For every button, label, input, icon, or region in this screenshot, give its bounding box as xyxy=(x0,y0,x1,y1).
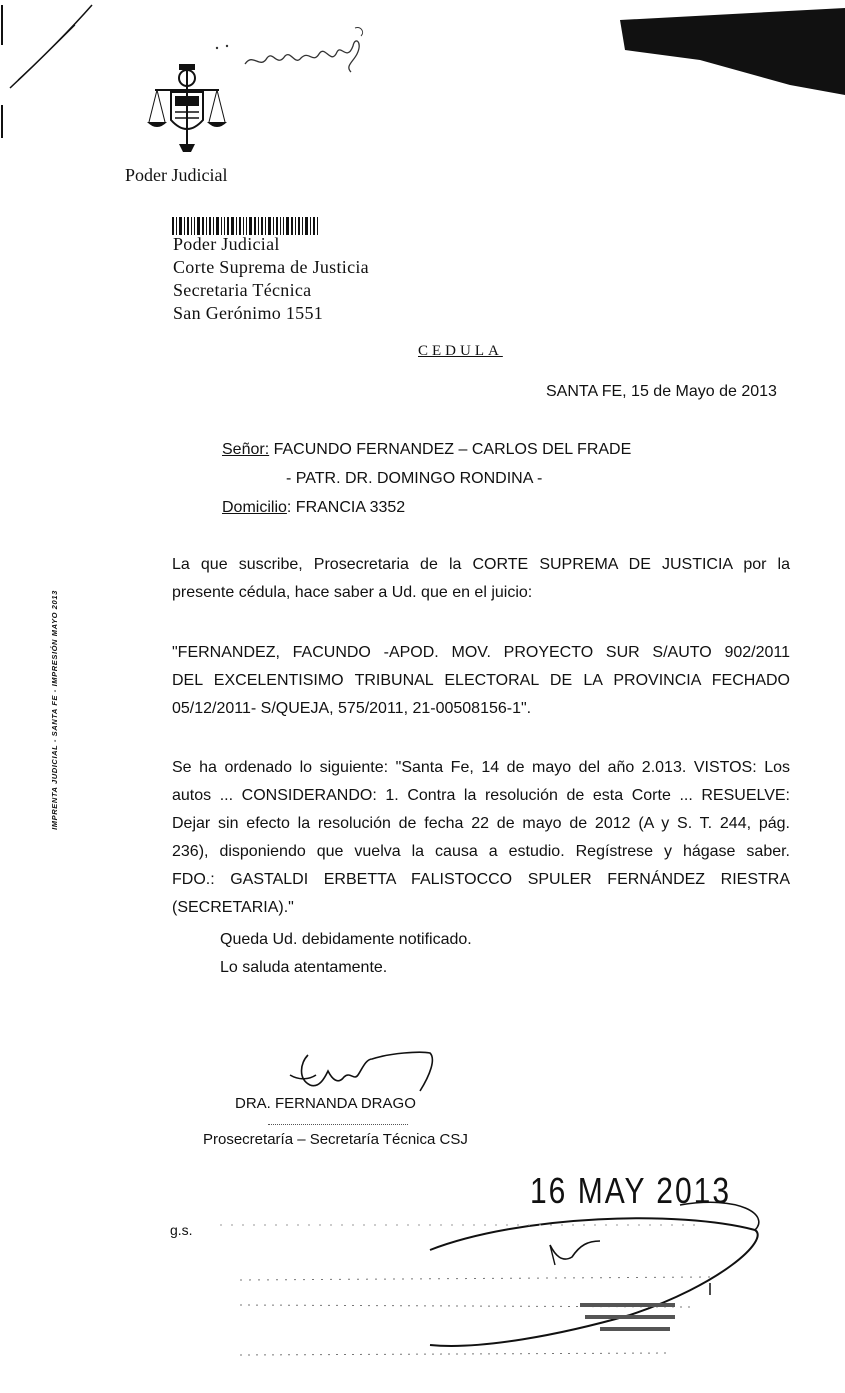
order-line-3: Dejar sin efecto la resolución de fecha 22 de mayo de 2012 (A y S. T. 244, pág. xyxy=(172,815,790,832)
typist-initials: g.s. xyxy=(170,1222,193,1238)
order-line-4: 236), disponiendo que vuelva la causa a estudio. Regístrese y hágase saber. xyxy=(172,843,790,860)
recipient-address-line xyxy=(222,499,405,517)
received-stamp-date: 16 MAY 2013 xyxy=(530,1172,732,1212)
barcode xyxy=(172,217,350,235)
letterhead-institution: Poder Judicial xyxy=(125,165,228,185)
closing-block xyxy=(220,926,472,982)
recipient-line xyxy=(222,441,631,459)
address-value: : FRANCIA 3352 xyxy=(286,499,406,516)
recipient-name: FACUNDO FERNANDEZ – CARLOS DEL FRADE xyxy=(273,441,632,458)
document-type-title: CEDULA xyxy=(418,343,503,359)
case-paragraph xyxy=(172,639,790,723)
intro-line-2: presente cédula, hace saber a Ud. que en el juicio: xyxy=(172,584,533,601)
side-print-imprenta: IMPRENTA JUDICIAL - SANTA FE - IMPRESIÓN MAYO 2013 xyxy=(50,590,59,830)
address-label: Domicilio xyxy=(222,499,287,516)
case-line-1: "FERNANDEZ, FACUNDO -APOD. MOV. PROYECTO SUR S/AUTO 902/2011 xyxy=(172,644,790,661)
closing-line-2: Lo saluda atentamente. xyxy=(220,959,388,976)
sender-line-2: Corte Suprema de Justicia xyxy=(173,257,369,277)
signatory-name: DRA. FERNANDA DRAGO xyxy=(235,1095,416,1112)
handwritten-note-domingo xyxy=(205,22,375,82)
sender-line-4: San Gerónimo 1551 xyxy=(173,303,324,323)
closing-line-1: Queda Ud. debidamente notificado. xyxy=(220,931,472,948)
recipient-label: Señor: xyxy=(222,441,270,458)
order-line-2: autos ... CONSIDERANDO: 1. Contra la resolución de esta Corte ... RESUELVE: xyxy=(172,787,790,804)
sender-line-3: Secretaria Técnica xyxy=(173,280,312,300)
intro-line-1: La que suscribe, Prosecretaria de la CORTE SUPREMA DE JUSTICIA por la xyxy=(172,556,790,573)
document-date: SANTA FE, 15 de Mayo de 2013 xyxy=(546,383,777,400)
recipient-patron: - PATR. DR. DOMINGO RONDINA - xyxy=(286,470,543,487)
received-stamp-marks xyxy=(200,1195,845,1393)
intro-paragraph xyxy=(172,551,790,607)
signature-dotted-line xyxy=(268,1124,408,1125)
case-line-3: 05/12/2011- S/QUEJA, 575/2011, 21-00508156-1". xyxy=(172,700,532,717)
scan-corner-marks xyxy=(0,0,845,140)
order-line-1: Se ha ordenado lo siguiente: "Santa Fe, 14 de mayo del año 2.013. VISTOS: Los xyxy=(172,759,790,776)
sender-line-1: Poder Judicial xyxy=(173,234,280,254)
order-line-5: FDO.: GASTALDI ERBETTA FALISTOCCO SPULER FERNÁNDEZ RIESTRA xyxy=(172,871,790,888)
signatory-title: Prosecretaría – Secretaría Técnica CSJ xyxy=(203,1131,468,1148)
case-line-2: DEL EXCELENTISIMO TRIBUNAL ELECTORAL DE LA PROVINCIA FECHADO xyxy=(172,672,790,689)
order-paragraph xyxy=(172,754,790,922)
order-line-6: (SECRETARIA)." xyxy=(172,899,294,916)
